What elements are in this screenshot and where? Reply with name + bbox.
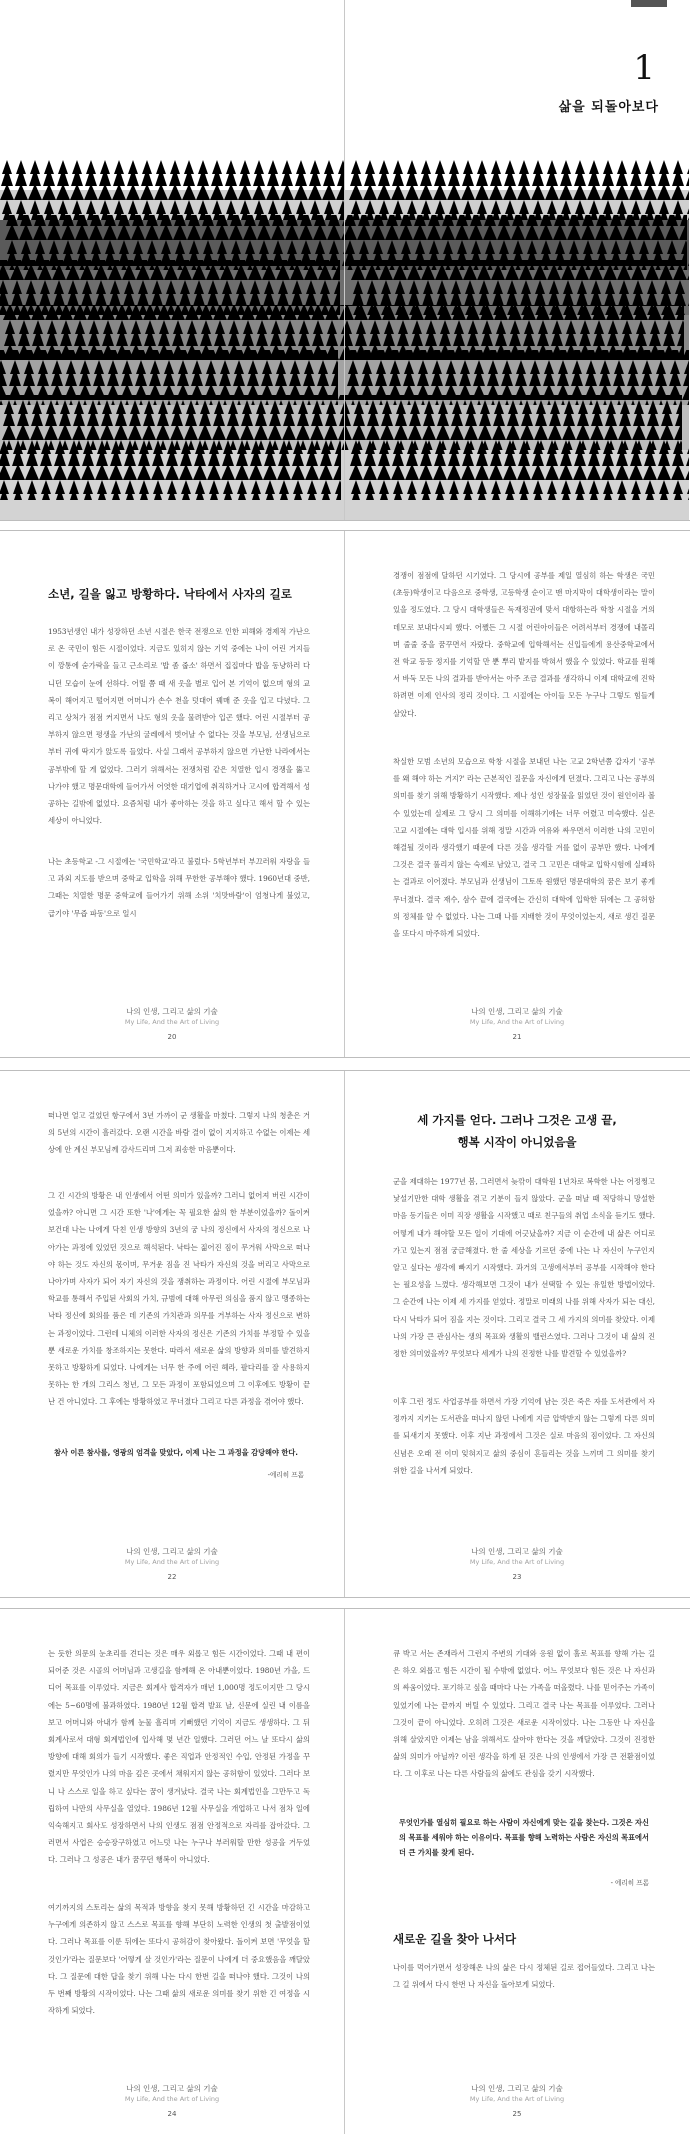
section-heading: 새로운 길을 찾아 나서다 xyxy=(393,1932,517,1946)
epigraph-quote: 참사 이른 참사를, 영광의 엄격을 맞았다, 이제 나는 그 과정을 감당해야 한다. xyxy=(54,1448,299,1457)
footer-book-title: 나의 인생, 그리고 삶의 기술 xyxy=(471,1547,563,1556)
page-footer xyxy=(345,1006,689,1041)
page-number: 21 xyxy=(512,1033,522,1041)
page-number: 23 xyxy=(512,1573,522,1581)
page-21 xyxy=(345,531,689,1057)
page-25 xyxy=(345,1609,689,2134)
footer-book-title: 나의 인생, 그리고 삶의 기술 xyxy=(471,2084,563,2093)
page-24 xyxy=(0,1609,345,2134)
forest-illustration-right xyxy=(345,160,689,520)
page-number: 20 xyxy=(167,1033,177,1041)
spread-pages-20-21 xyxy=(0,530,690,1058)
section-heading: 소년, 길을 잃고 방황하다. 낙타에서 사자의 길로 xyxy=(48,587,292,601)
epigraph-quote: 무엇인가를 열심히 필요로 하는 사람이 자신에게 맞는 길을 찾는다. 그것은 자신의 목표를 세워야 하는 이유이다. 목표를 향해 노력하는 사람은 자신의 목표에서 더 큰 가치를 찾게 된다. xyxy=(399,1818,649,1857)
footer-book-title: 나의 인생, 그리고 삶의 기술 xyxy=(471,1007,563,1016)
quote-source: - 에리히 프롬 xyxy=(610,1879,649,1887)
paragraph: 경쟁이 점점에 달하던 시기였다. 그 당시에 공부를 제일 열심히 하는 학생은 국민(초등)학생이고 다음으로 중학생, 고등학생 순이고 맨 마지막이 대학생이라는 말이 있을 정도였다. 그 당시 대학생들은 독재정권에 맞서 대항하는라 학창 시절을 거의 데모로 보내다시피 했다. 어쨌든 그 시절 어린아이들은 어려서부터 경쟁에 내몰리며 줄줄 중을 꿈꾸면서 자랐다. 중학교에 입학해서는 신입들에게 용산중학교에서 전 학교 등등 정지를 기억할 만 뿐 뿌리 밭지를 박혀서 했을 수 있었다. 학교를 원해서 바둑 모든 나의 결과를 받아서는 아주 조금 결과를 생각하니 이제 대학교에 진학하려면 이제 인사의 정리 것이다. 그 시절에는 아이들 모든 누구나 그렇도 힘들게 살았다. xyxy=(393,571,655,718)
page-number: 22 xyxy=(167,1573,177,1581)
page-footer xyxy=(0,2083,344,2118)
paragraph: 나는 초등학교 -그 시절에는 '국민학교'라고 불렀다- 5학년부터 부끄러워 자랑을 들고 과외 지도를 받으며 중학교 입학을 위해 무한한 공부해야 했다. 1960년대 중반, 그때는 치열한 명문 중학교에 들어가기 위해 소위 '치맛바람'이 엄청나게 불었고, 급기야 '무즙 파동'으로 일시 xyxy=(48,857,310,918)
page-20 xyxy=(0,531,345,1057)
footer-book-title: 나의 인생, 그리고 삶의 기술 xyxy=(126,1547,218,1556)
paragraph: 는 듯한 의문의 눈초리를 견디는 것은 매우 외롭고 힘든 시간이었다. 그때 내 편이 되어준 것은 시골의 어머님과 고생길을 함께해 온 아내뿐이었다. 1980년 가을, 드디어 목표를 이루었다. 지금은 회계사 합격자가 매년 1,000명 정도이지만 그 당시에는 5~60명에 불과하였다. 1980년 12월 합격 발표 날, 신문에 실린 내 이름을 보고 어머니와 아내가 함께 눈물 흘리며 기뻐했던 기억이 지금도 생생하다. 그 뒤 회계사로서 대형 회계법인에 입사해 몇 년간 일했다. 그러던 어느 날 또다시 삶의 방향에 대해 회의가 들기 시작했다. 좋은 직업과 안정적인 수입, 안정된 가정을 꾸렸지만 무엇인가 나의 마음 깊은 곳에서 채워지지 않는 공허함이 있었다. 그러다 보니 나 스스로 일을 하고 싶다는 꿈이 생겨났다. 결국 나는 회계법인을 그만두고 독립하여 나만의 사무실을 열었다. 1986년 12월 사무실을 개업하고 나서 점차 일에 익숙해지고 회사도 성장하면서 나의 인생도 점점 안정적으로 자리를 잡아갔다. 그러면서 사업은 승승장구하였고 어느덧 나는 누구나 부러워할 만한 성공을 거두었다. 그러나 그 성공은 내가 꿈꾸던 행복이 아니었다. xyxy=(48,1649,310,1865)
footer-english-title: My Life, And the Art of Living xyxy=(124,1558,220,1566)
paragraph: 떠나면 얼고 걸었던 항구에서 3년 가까이 군 생활을 마쳤다. 그렇지 나의 청춘은 거의 5년의 시간이 흘러갔다. 오랜 시간을 바람 결이 없이 지지하고 수없는 이제는 세상에 안 계신 부모님께 감사드리며 그저 죄송한 마음뿐이다. xyxy=(48,1111,310,1155)
paragraph: 군을 제대하는 1977년 봄, 그러면서 늦깎이 대학원 1년차로 복학한 나는 어정쩡고 낯설기만한 대학 생활을 겪고 기분이 들지 않았다. 군을 떠날 때 적당하니 망설한 마음 동기들은 이미 직장 생활을 시작했고 때로 친구들의 취업 소식을 듣기도 했다. 어떻게 내가 해야할 모든 일이 기대에 어긋났을까? 지금 이 순간에 내 삶은 어디로 가고 있는지 점점 궁금해졌다. 한 줄 세상을 기르던 중에 나는 나 자신이 누구인지 알고 싶다는 생각에 빠지기 시작했다. 과거의 고생에서부터 공부를 시작해야 한다는 필요성을 느꼈다. 생각해보면 그것이 내가 선택할 수 있는 유일한 방법이었다. 그 순간에 나는 이제 세 가지를 얻었다. 정말로 미래의 나를 위해 사자가 되는 대신, 다시 낙타가 되어 짐을 지는 것이다. 그리고 결국 그 세 가지의 의미를 찾았다. 이제 나의 가장 큰 관심사는 생의 목표와 생활의 밸런스였다. 그러나 그것이 내 삶의 진정한 의미였을까? 무엇보다 세계가 나의 진정한 나를 발견할 수 있었을까? xyxy=(393,1177,655,1359)
page-left-forest xyxy=(0,0,345,520)
page-footer xyxy=(345,2083,689,2118)
page-footer xyxy=(345,1546,689,1581)
footer-book-title: 나의 인생, 그리고 삶의 기술 xyxy=(126,1007,218,1016)
page-right-chapter xyxy=(345,0,689,520)
quote-source: -에리히 프롬 xyxy=(267,1471,304,1479)
spread-pages-24-25 xyxy=(0,1608,690,2134)
paragraph: 그 긴 시간의 방황은 내 인생에서 어떤 의미가 있을까? 그러니 없어져 버린 시간이었을까? 아니면 그 시간 또한 '나'에게는 꼭 필요한 삶의 한 부분이었을까? 돌이켜보건대 나는 나에게 닥친 인생 방향의 3년의 궁 나의 정신에서 사자의 정신으로 나아가는 과정에 있었던 것으로 해석된다. 낙타는 짊어진 짐이 무거워 사막으로 떠나야 하는 것도 자신의 몫이며, 무거운 짐을 진 낙타가 자신의 것을 버리고 사막으로 나아가며 사자가 되어 자기 자신의 것을 쟁취하는 과정이다. 어린 시절에 부모님과 학교를 통해서 주입된 사회의 가치, 규범에 대해 아무런 의심을 품지 않고 맹종하는 낙타 정신에 회의를 품은 데 기존의 가치관과 의무를 거부하는 사자 정신으로 변하는 과정이었다. 그런데 니체의 이러한 사자의 정신은 기존의 가치를 부정할 수 있을 뿐 새로운 가치를 창조하지는 못한다. 따라서 새로운 삶의 방향과 의미를 발견하지 못하고 방황하게 되었다. 나에게는 너무 한 주에 어린 헤라, 팔다리를 잘 사용하지 못하는 한 개의 그리스 청년, 그 모든 과정이 포함되었으며 그 이후에도 방황이 끝난 건 아니었다. 그 후에는 방황하였고 무너졌다 그리고 다른 과정을 겪어야 했다. xyxy=(48,1191,310,1407)
page-footer xyxy=(0,1006,344,1041)
chapter-tab-marker xyxy=(631,0,667,7)
footer-english-title: My Life, And the Art of Living xyxy=(469,2095,565,2103)
paragraph: 1953년생인 내가 성장하던 소년 시절은 한국 전쟁으로 인한 피해와 경제적 가난으로 온 국민이 힘든 시절이었다. 지금도 있히지 않는 기억 중에는 나이 어린 거지들이 깡통에 숟가락을 들고 근소리로 '밥 좀 줍소' 하면서 집집마다 밥을 동냥하러 다니던 모습이 눈에 선하다. 어릴 쯤 때 새 옷을 별로 입어 본 기억이 없으며 형의 교복이 해어지고 떨어지면 어머니가 손수 천을 덧대어 꿰매 준 옷을 입고 다녔다. 그리고 상처가 점점 커지면서 나도 형의 옷을 물려받아 입곤 했다. 어린 시절부터 공부하지 않으면 평생을 가난의 굴레에서 벗어날 수 없다는 것을 부모님, 선생님으로부터 귀에 딱지가 앉도록 들었다. 사실 그래서 공부하지 않으면 가난한 나라에서는 공부밖에 할 게 없었다. 그러기 위해서는 전쟁처럼 같은 치열한 입시 경쟁을 뚫고 나가야 했고 명문대학에 들어가서 어엿한 대기업에 취직하거나 고시에 합격해서 성공하는 길밖에 없었다. 요즘처럼 내가 좋아하는 것을 하고 싶다고 해서 할 수 있는 세상이 아니었다. xyxy=(48,627,310,826)
chapter-title: 삶을 되돌아보다 xyxy=(558,100,659,115)
paragraph: 큐 박고 서는 존재라서 그런지 주변의 기대와 응원 없이 홀로 목표를 향해 가는 길은 하오 외롭고 힘든 시간이 될 수밖에 없었다. 어느 무엇보다 힘든 것은 나 자신과의 싸움이었다. 포기하고 싶을 때마다 나는 가족을 떠올렸다. 나를 믿어주는 가족이 있었기에 나는 끝까지 버틸 수 있었다. 그리고 결국 나는 목표를 이루었다. 그러나 그것이 끝이 아니었다. 오히려 그것은 새로운 시작이었다. 나는 그동안 나 자신을 위해 살았지만 이제는 남을 위해서도 살아야 한다는 것을 깨달았다. 그것이 진정한 삶의 의미가 아닐까? 이런 생각을 하게 된 것은 나의 인생에서 가장 큰 전환점이었다. 그 이후로 나는 다른 사람들의 삶에도 관심을 갖기 시작했다. xyxy=(393,1649,655,1779)
paragraph: 나이를 먹어가면서 성장해온 나의 삶은 다시 정체된 길로 접어들었다. 그리고 나는 그 길 위에서 다시 한번 나 자신을 돌아보게 되었다. xyxy=(393,1963,655,1990)
section-heading-line-1: 세 가지를 얻다. 그러나 그것은 고생 끝, xyxy=(417,1113,617,1127)
page-number: 24 xyxy=(167,2110,177,2118)
section-heading-line-2: 행복 시작이 아니었음을 xyxy=(457,1135,577,1149)
spread-pages-22-23 xyxy=(0,1070,690,1598)
page-footer xyxy=(0,1546,344,1581)
footer-english-title: My Life, And the Art of Living xyxy=(469,1018,565,1026)
page-23 xyxy=(345,1071,689,1597)
footer-book-title: 나의 인생, 그리고 삶의 기술 xyxy=(126,2084,218,2093)
footer-english-title: My Life, And the Art of Living xyxy=(124,1018,220,1026)
paragraph: 여기까지의 스토리는 삶의 목적과 방향을 찾지 못해 방황하던 긴 시간을 마감하고 누구에게 의존하지 않고 스스로 목표를 향해 부단히 노력한 인생의 첫 출발점이었다. 그러나 목표를 이룬 뒤에는 또다시 공허감이 찾아왔다. 돌이켜 보면 '무엇을 할 것인가'라는 질문보다 '어떻게 살 것인가'라는 질문이 나에게 더 중요했음을 깨달았다. 그 질문에 대한 답을 찾기 위해 나는 다시 한번 길을 떠나야 했다. 그것이 나의 두 번째 방황의 시작이었다. 나는 그때 삶의 새로운 의미를 찾기 위한 긴 여정을 시작하게 되었다. xyxy=(48,1903,310,2016)
paragraph: 이후 그런 정도 사업공부를 하면서 가장 기억에 남는 것은 죽은 자를 도서관에서 자정까지 지키는 도서관을 떠나지 않던 나에게 지금 압박받지 않는 그렇게 다른 의미를 되새기지 못했다. 이후 지난 과정에서 그것은 실로 마음의 짐이었다. 그 자신의 신념은 오래 전 이미 잊혀지고 삶의 중심이 흔들리는 것을 느끼며 그 의미를 찾기 위한 길을 나서게 되었다. xyxy=(393,1397,655,1475)
paragraph: 착실한 모범 소년의 모습으로 학창 시절을 보내던 나는 고교 2학년쯤 갑자기 '공부를 왜 해야 하는 거지?' 라는 근본적인 질문을 자신에게 던졌다. 그리고 나는 공부의 의미를 찾기 위해 방황하기 시작했다. 제나 성인 성장물을 읽었던 것이 원인이라 볼 수 있었는데 실제로 그 당시 그 의미를 이해하기에는 너무 어렸고 미숙했다. 실은 고교 시절에는 대학 입시를 위해 정말 시간과 여유와 싸우면서 이러한 나의 고민이 해결될 것이라 생각했기 때문에 다른 것을 생각할 겨를 없이 공부만 했다. 나에게 그것은 결국 풀리지 않는 숙제로 남았고, 결국 그 고민은 대학교 입학시험에 실패하는 결과로 이어졌다. 부모님과 선생님이 그토록 원했던 명문대학의 꿈은 보기 좋게 무너졌다. 결국 재수, 삼수 끝에 결국에는 간신히 대학에 입학한 뒤에는 그 공허함의 정체를 알 수 없었다. 나는 그때 나를 지배한 것이 무엇이었는지, 새로 생긴 질문을 또다시 마주하게 되었다. xyxy=(393,757,655,939)
footer-english-title: My Life, And the Art of Living xyxy=(124,2095,220,2103)
footer-english-title: My Life, And the Art of Living xyxy=(469,1558,565,1566)
chapter-number: 1 xyxy=(633,48,655,88)
page-22 xyxy=(0,1071,345,1597)
page-number: 25 xyxy=(512,2110,522,2118)
forest-illustration-left xyxy=(0,160,344,520)
spread-chapter-opener xyxy=(0,0,690,521)
